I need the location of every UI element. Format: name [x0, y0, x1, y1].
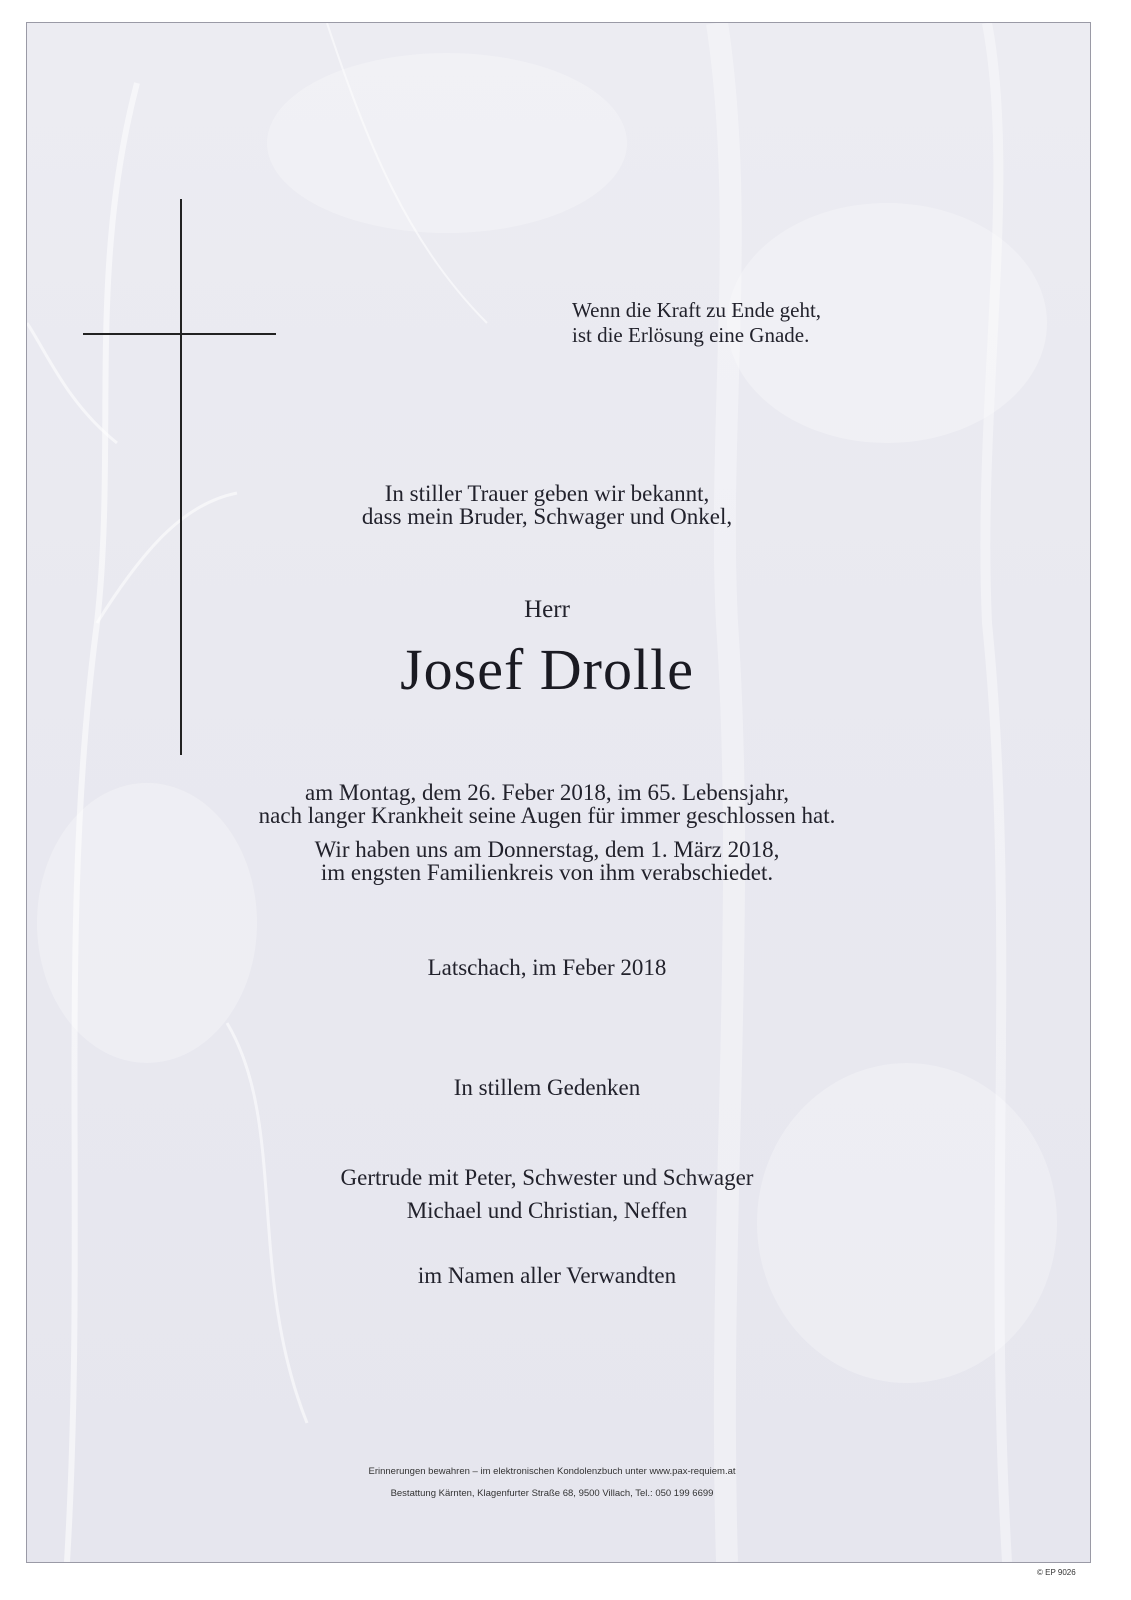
cross-horizontal-bar — [83, 333, 276, 335]
announcement-line-2: dass mein Bruder, Schwager und Onkel, — [361, 504, 733, 529]
motto-line-2: ist die Erlösung eine Gnade. — [572, 323, 810, 347]
farewell-line-2: im engsten Familienkreis von ihm verabschiedet. — [320, 860, 774, 885]
death-notice — [127, 781, 967, 827]
remembrance: In stillem Gedenken — [453, 1075, 641, 1100]
relatives: im Namen aller Verwandten — [417, 1263, 677, 1288]
mourner-line: Michael und Christian, Neffen — [406, 1198, 688, 1223]
announcement-line-1: In stiller Trauer geben wir bekannt, — [384, 481, 710, 506]
farewell-notice — [127, 838, 967, 884]
motto-line-1: Wenn die Kraft zu Ende geht, — [572, 298, 822, 322]
death-line-1: am Montag, dem 26. Feber 2018, im 65. Lebensjahr, — [305, 780, 789, 805]
mourner-line: Gertrude mit Peter, Schwester und Schwager — [340, 1165, 754, 1190]
death-line-2: nach langer Krankheit seine Augen für immer geschlossen hat. — [258, 803, 836, 828]
print-code: © EP 9026 — [1037, 1568, 1076, 1577]
footer-line-1: Erinnerungen bewahren – im elektronischen Kondolenzbuch unter www.pax-requiem.at — [368, 1466, 736, 1477]
farewell-line-1: Wir haben uns am Donnerstag, dem 1. März 2018, — [314, 837, 780, 862]
salutation: Herr — [524, 596, 570, 623]
motto — [572, 298, 821, 348]
place-date: Latschach, im Feber 2018 — [427, 955, 667, 980]
mourners-list — [127, 1161, 967, 1227]
announcement — [247, 482, 847, 528]
obituary-card — [26, 22, 1091, 1563]
deceased-name: Josef Drolle — [400, 637, 694, 702]
footer-line-2: Bestattung Kärnten, Klagenfurter Straße 68, 9500 Villach, Tel.: 050 199 6699 — [390, 1488, 714, 1499]
